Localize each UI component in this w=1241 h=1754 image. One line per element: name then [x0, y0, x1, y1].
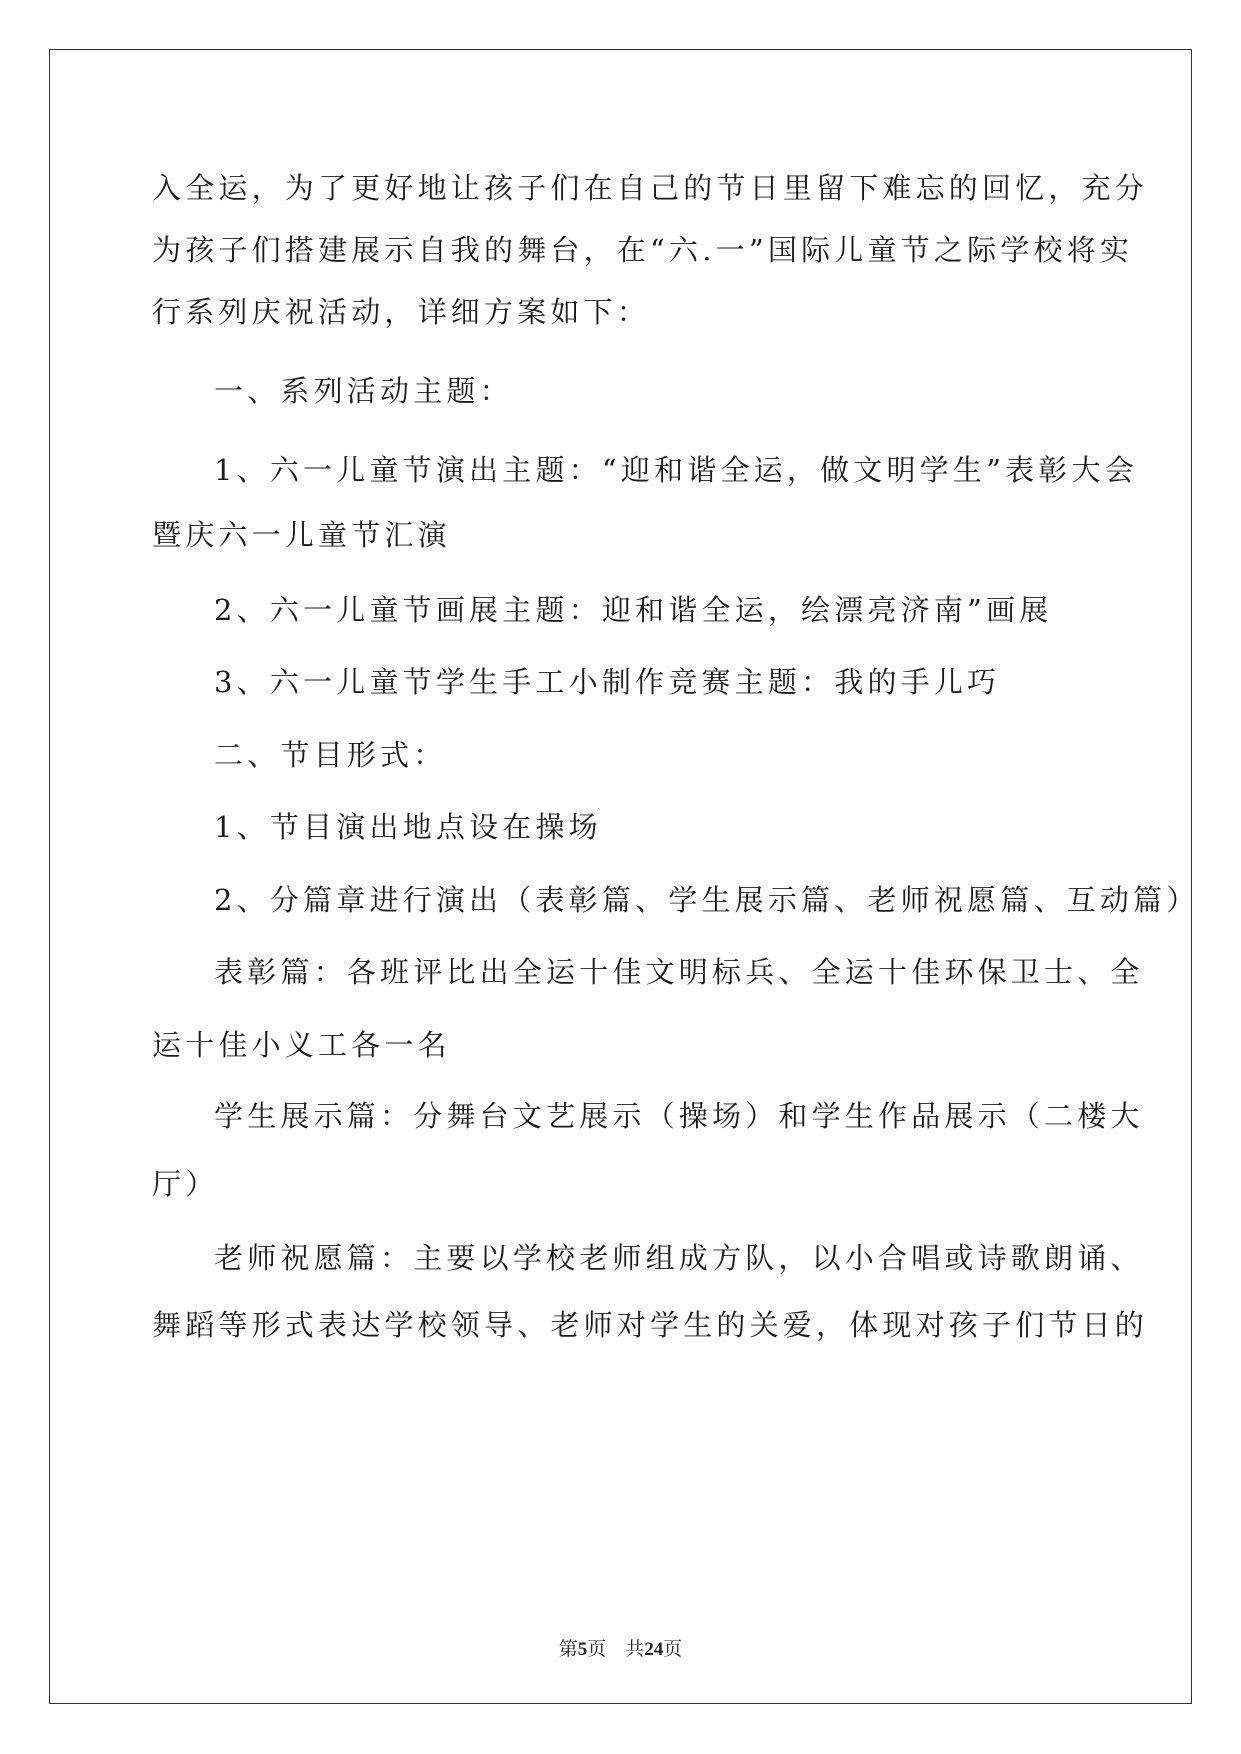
page-footer: [0, 1634, 1241, 1661]
total-pages: 24: [644, 1639, 664, 1660]
total-prefix: 共: [625, 1639, 645, 1660]
body-line: 为孩子们搭建展示自我的舞台，在“六.一”国际儿童节之际学校将实: [152, 233, 1134, 267]
paragraph-line: 老师祝愿篇：主要以学校老师组成方队，以小合唱或诗歌朗诵、: [214, 1241, 1144, 1275]
section-heading: 一、系列活动主题：: [214, 374, 513, 408]
body-line: 舞蹈等形式表达学校领导、老师对学生的关爱，体现对孩子们节日的: [152, 1308, 1149, 1342]
page-prefix: 第: [558, 1639, 578, 1660]
list-item: 2、六一儿童节画展主题：迎和谐全运，绘漂亮济南”画展: [214, 593, 1053, 627]
section-heading: 二、节目形式：: [214, 738, 447, 772]
page-number: 5: [577, 1639, 588, 1660]
body-line: 行系列庆祝活动，详细方案如下：: [152, 295, 651, 329]
list-item: 1、六一儿童节演出主题：“迎和谐全运，做文明学生”表彰大会: [214, 453, 1138, 487]
list-item: 2、分篇章进行演出（表彰篇、学生展示篇、老师祝愿篇、互动篇）: [214, 883, 1200, 917]
body-line: 暨庆六一儿童节汇演: [152, 518, 451, 552]
body-line: 厅）: [152, 1167, 219, 1201]
total-suffix: 页: [663, 1639, 683, 1660]
body-line: 运十佳小义工各一名: [152, 1028, 451, 1062]
body-line: 入全运，为了更好地让孩子们在自己的节日里留下难忘的回忆，充分: [152, 171, 1149, 205]
paragraph-line: 学生展示篇：分舞台文艺展示（操场）和学生作品展示（二楼大: [214, 1099, 1144, 1133]
paragraph-line: 表彰篇：各班评比出全运十佳文明标兵、全运十佳环保卫士、全: [214, 955, 1144, 989]
list-item: 3、六一儿童节学生手工小制作竞赛主题：我的手儿巧: [214, 665, 1001, 699]
list-item: 1、节目演出地点设在操场: [214, 810, 602, 844]
page-suffix: 页: [587, 1639, 607, 1660]
